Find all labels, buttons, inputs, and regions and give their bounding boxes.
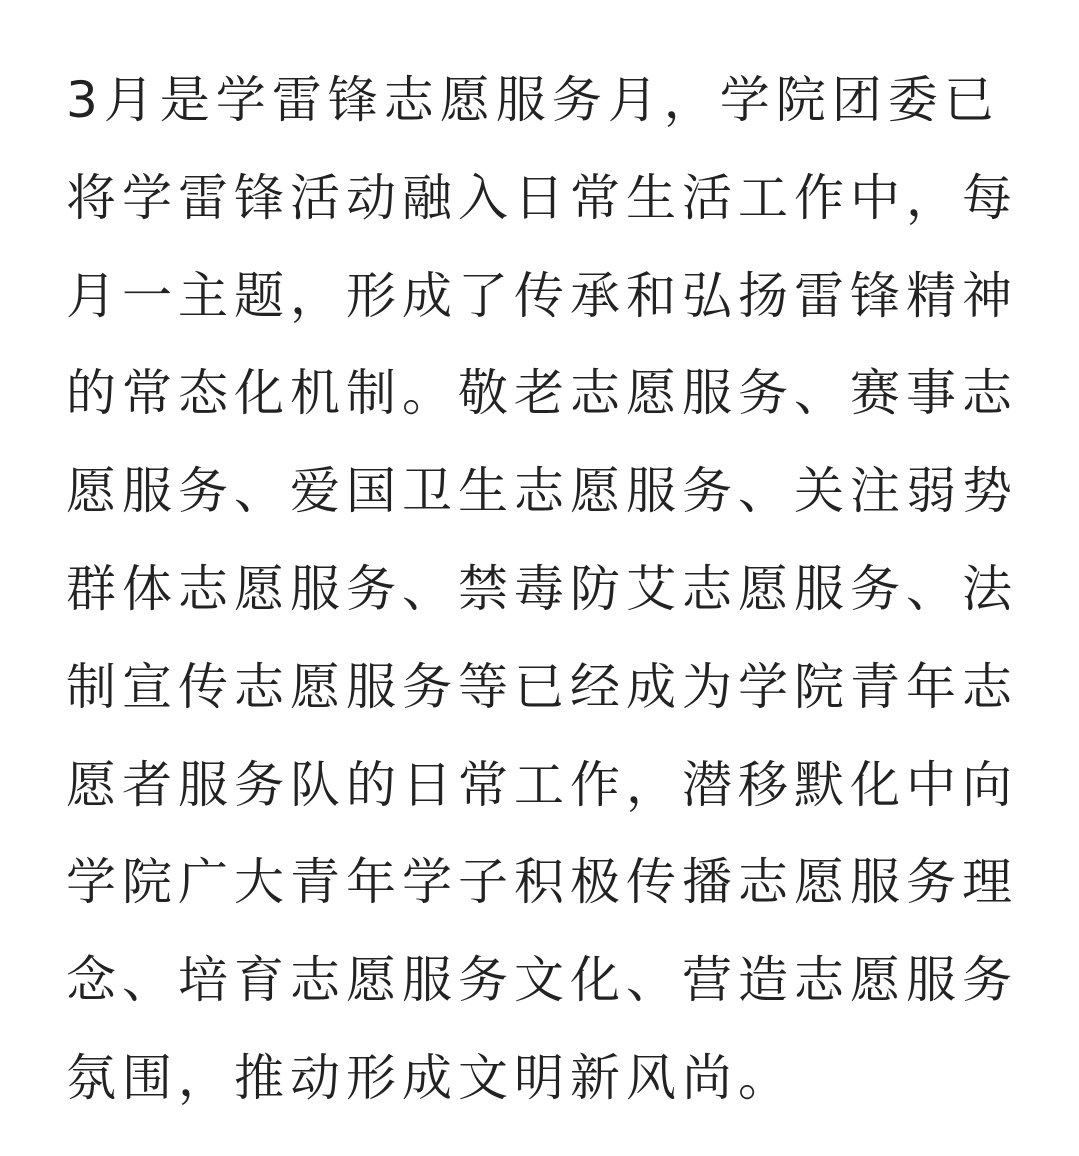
paragraph-line-9: 学院广大青年学子积极传播志愿服务理 — [66, 853, 1018, 912]
paragraph-line-8: 愿者服务队的日常工作，潜移默化中向 — [66, 755, 1018, 814]
paragraph-line-3: 月一主题，形成了传承和弘扬雷锋精神 — [66, 266, 1018, 325]
paragraph-line-10: 念、培育志愿服务文化、营造志愿服务 — [66, 951, 1018, 1010]
paragraph-line-1: 3月是学雷锋志愿服务月，学院团委已 — [66, 71, 1000, 129]
paragraph-line-6: 群体志愿服务、禁毒防艾志愿服务、法 — [66, 559, 1018, 618]
article-paragraph — [66, 52, 1026, 1128]
paragraph-line-11: 氛围，推动形成文明新风尚。 — [66, 1048, 794, 1107]
paragraph-line-2: 将学雷锋活动融入日常生活工作中，每 — [66, 168, 1018, 227]
paragraph-line-7: 制宣传志愿服务等已经成为学院青年志 — [66, 657, 1018, 716]
paragraph-line-5: 愿服务、爱国卫生志愿服务、关注弱势 — [66, 462, 1018, 521]
paragraph-line-4: 的常态化机制。敬老志愿服务、赛事志 — [66, 364, 1018, 423]
